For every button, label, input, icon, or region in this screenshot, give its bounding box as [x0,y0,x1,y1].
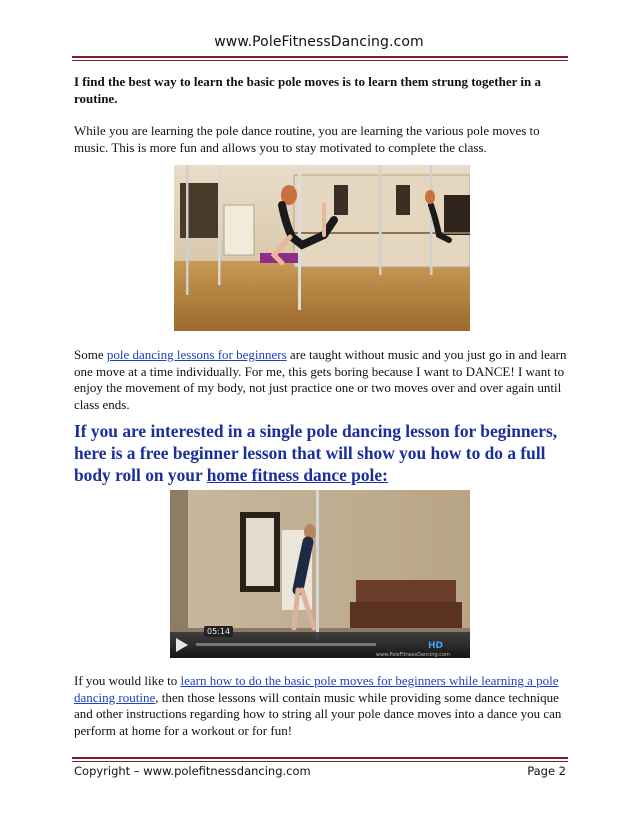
lessons-paragraph [74,347,568,413]
header-rule-thin [72,60,568,61]
heading-text: If you are interested in a single pole dancing lesson for beginners, here is a free beginner lesson that will show you how to do a full body roll on your [74,421,558,485]
pole-lessons-link[interactable]: pole dancing lessons for beginners [106,347,287,362]
intro-bold-text: I find the best way to learn the basic pole moves is to learn them strung together in a routine. [74,74,542,106]
lessons-text-before: Some [74,347,107,362]
routine-text-after: , then those lessons will contain music while providing some dance technique and other instructions regarding how to string all your pole dance moves into a dance you can perform at home for a workout or for fun! [74,689,562,738]
video-player[interactable] [170,490,470,658]
studio-photo [174,165,470,331]
page-header: www.PoleFitnessDancing.com [214,34,424,50]
routine-paragraph [74,673,568,739]
footer-rule [72,757,568,759]
video-timestamp: 05:14 [204,626,233,637]
section-heading [74,420,568,486]
footer-page-number: Page 2 [527,764,566,778]
footer-rule-thin [72,761,568,762]
header-rule [72,56,568,58]
basic-moves-link[interactable]: learn how to do the basic pole moves for beginners while learning a pole dancing routine [74,673,559,705]
intro-paragraph: While you are learning the pole dance routine, you are learning the various pole moves to music. This is more fun and allows you to stay motivated to complete the class. [74,123,540,155]
footer-copyright: Copyright – www.polefitnessdancing.com [74,764,311,778]
video-watermark: www.PoleFitnessDancing.com [376,652,450,658]
lessons-text-after: are taught without music and you just go in and learn one move at a time individually. For me, this gets boring because I want to DANCE! I want to enjoy the movement of my body, not just practice one or two moves over and over again until class ends. [74,347,567,412]
routine-text-before: If you would like to [74,673,181,688]
hd-badge[interactable]: HD [428,641,444,651]
home-pole-link[interactable]: home fitness dance pole: [206,465,388,485]
